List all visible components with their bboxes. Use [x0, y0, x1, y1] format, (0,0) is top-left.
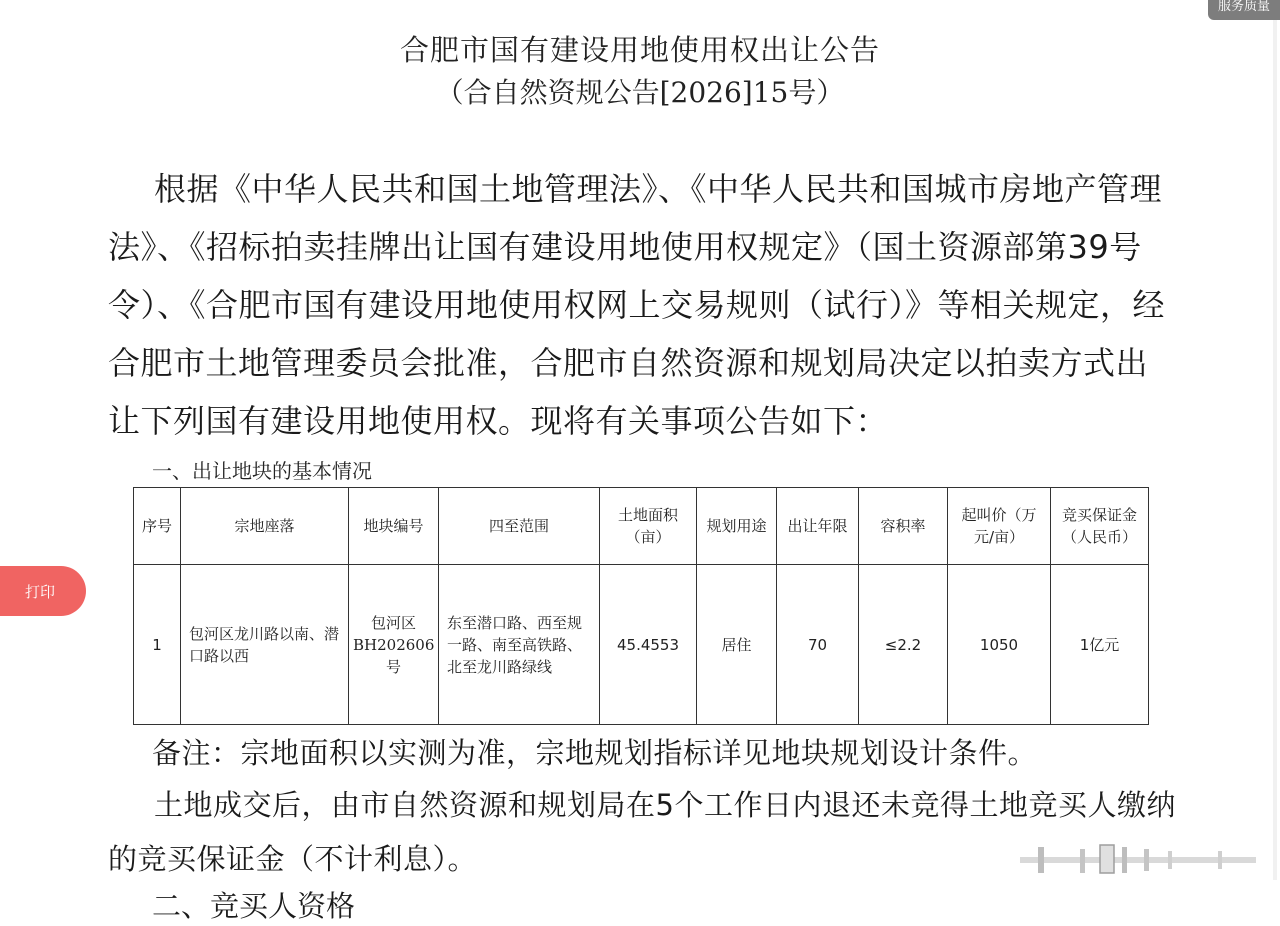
header-deposit: 竞买保证金（人民币）: [1051, 488, 1149, 565]
header-far: 容积率: [859, 488, 948, 565]
header-term: 出让年限: [777, 488, 859, 565]
table-header-row: [134, 488, 1149, 565]
refund-text: 土地成交后，由市自然资源和规划局在5个工作日内退还未竞得土地竞买人缴纳的竞买保证金（不计利息）。: [108, 788, 1176, 876]
section1-heading: 一、出让地块的基本情况: [152, 459, 372, 483]
land-parcel-table: [133, 487, 1149, 725]
header-bounds: 四至范围: [439, 488, 600, 565]
intro-paragraph: [108, 160, 1178, 450]
cell-far: ≤2.2: [859, 565, 948, 725]
intro-text: 根据《中华人民共和国土地管理法》、《中华人民共和国城市房地产管理法》、《招标拍卖挂牌出让国有建设用地使用权规定》（国土资源部第39号令）、《合肥市国有建设用地使用权网上交易规则（试行）》等相关规定，经合肥市土地管理委员会批准，合肥市自然资源和规划局决定以拍卖方式出让下列国有建设用地使用权。现将有关事项公告如下：: [108, 170, 1166, 440]
cell-no: 1: [134, 565, 181, 725]
print-button[interactable]: 打印: [0, 566, 86, 616]
header-use: 规划用途: [697, 488, 777, 565]
header-code: 地块编号: [349, 488, 439, 565]
document-title: 合肥市国有建设用地使用权出让公告: [399, 33, 880, 67]
cell-price: 1050: [948, 565, 1051, 725]
page-scrollbar[interactable]: [1273, 20, 1277, 880]
header-area: 土地面积（亩）: [600, 488, 697, 565]
service-quality-button[interactable]: 服务质量: [1208, 0, 1280, 20]
cell-location: 包河区龙川路以南、潜口路以西: [181, 565, 349, 725]
cell-area: 45.4553: [600, 565, 697, 725]
cell-bounds: 东至潜口路、西至规一路、南至高铁路、北至龙川路绿线: [439, 565, 600, 725]
cell-term: 70: [777, 565, 859, 725]
header-no: 序号: [134, 488, 181, 565]
cell-use: 居住: [697, 565, 777, 725]
cell-code: 包河区BH202606号: [349, 565, 439, 725]
table-row: [134, 565, 1149, 725]
table-note: 备注：宗地面积以实测为准，宗地规划指标详见地块规划设计条件。: [152, 736, 1038, 770]
watermark-logo-icon: [1018, 843, 1258, 877]
cell-deposit: 1亿元: [1051, 565, 1149, 725]
document-subtitle: （合自然资规公告[2026]15号）: [435, 76, 845, 109]
header-location: 宗地座落: [181, 488, 349, 565]
section2-heading: 二、竞买人资格: [152, 889, 356, 923]
header-price: 起叫价（万元/亩）: [948, 488, 1051, 565]
